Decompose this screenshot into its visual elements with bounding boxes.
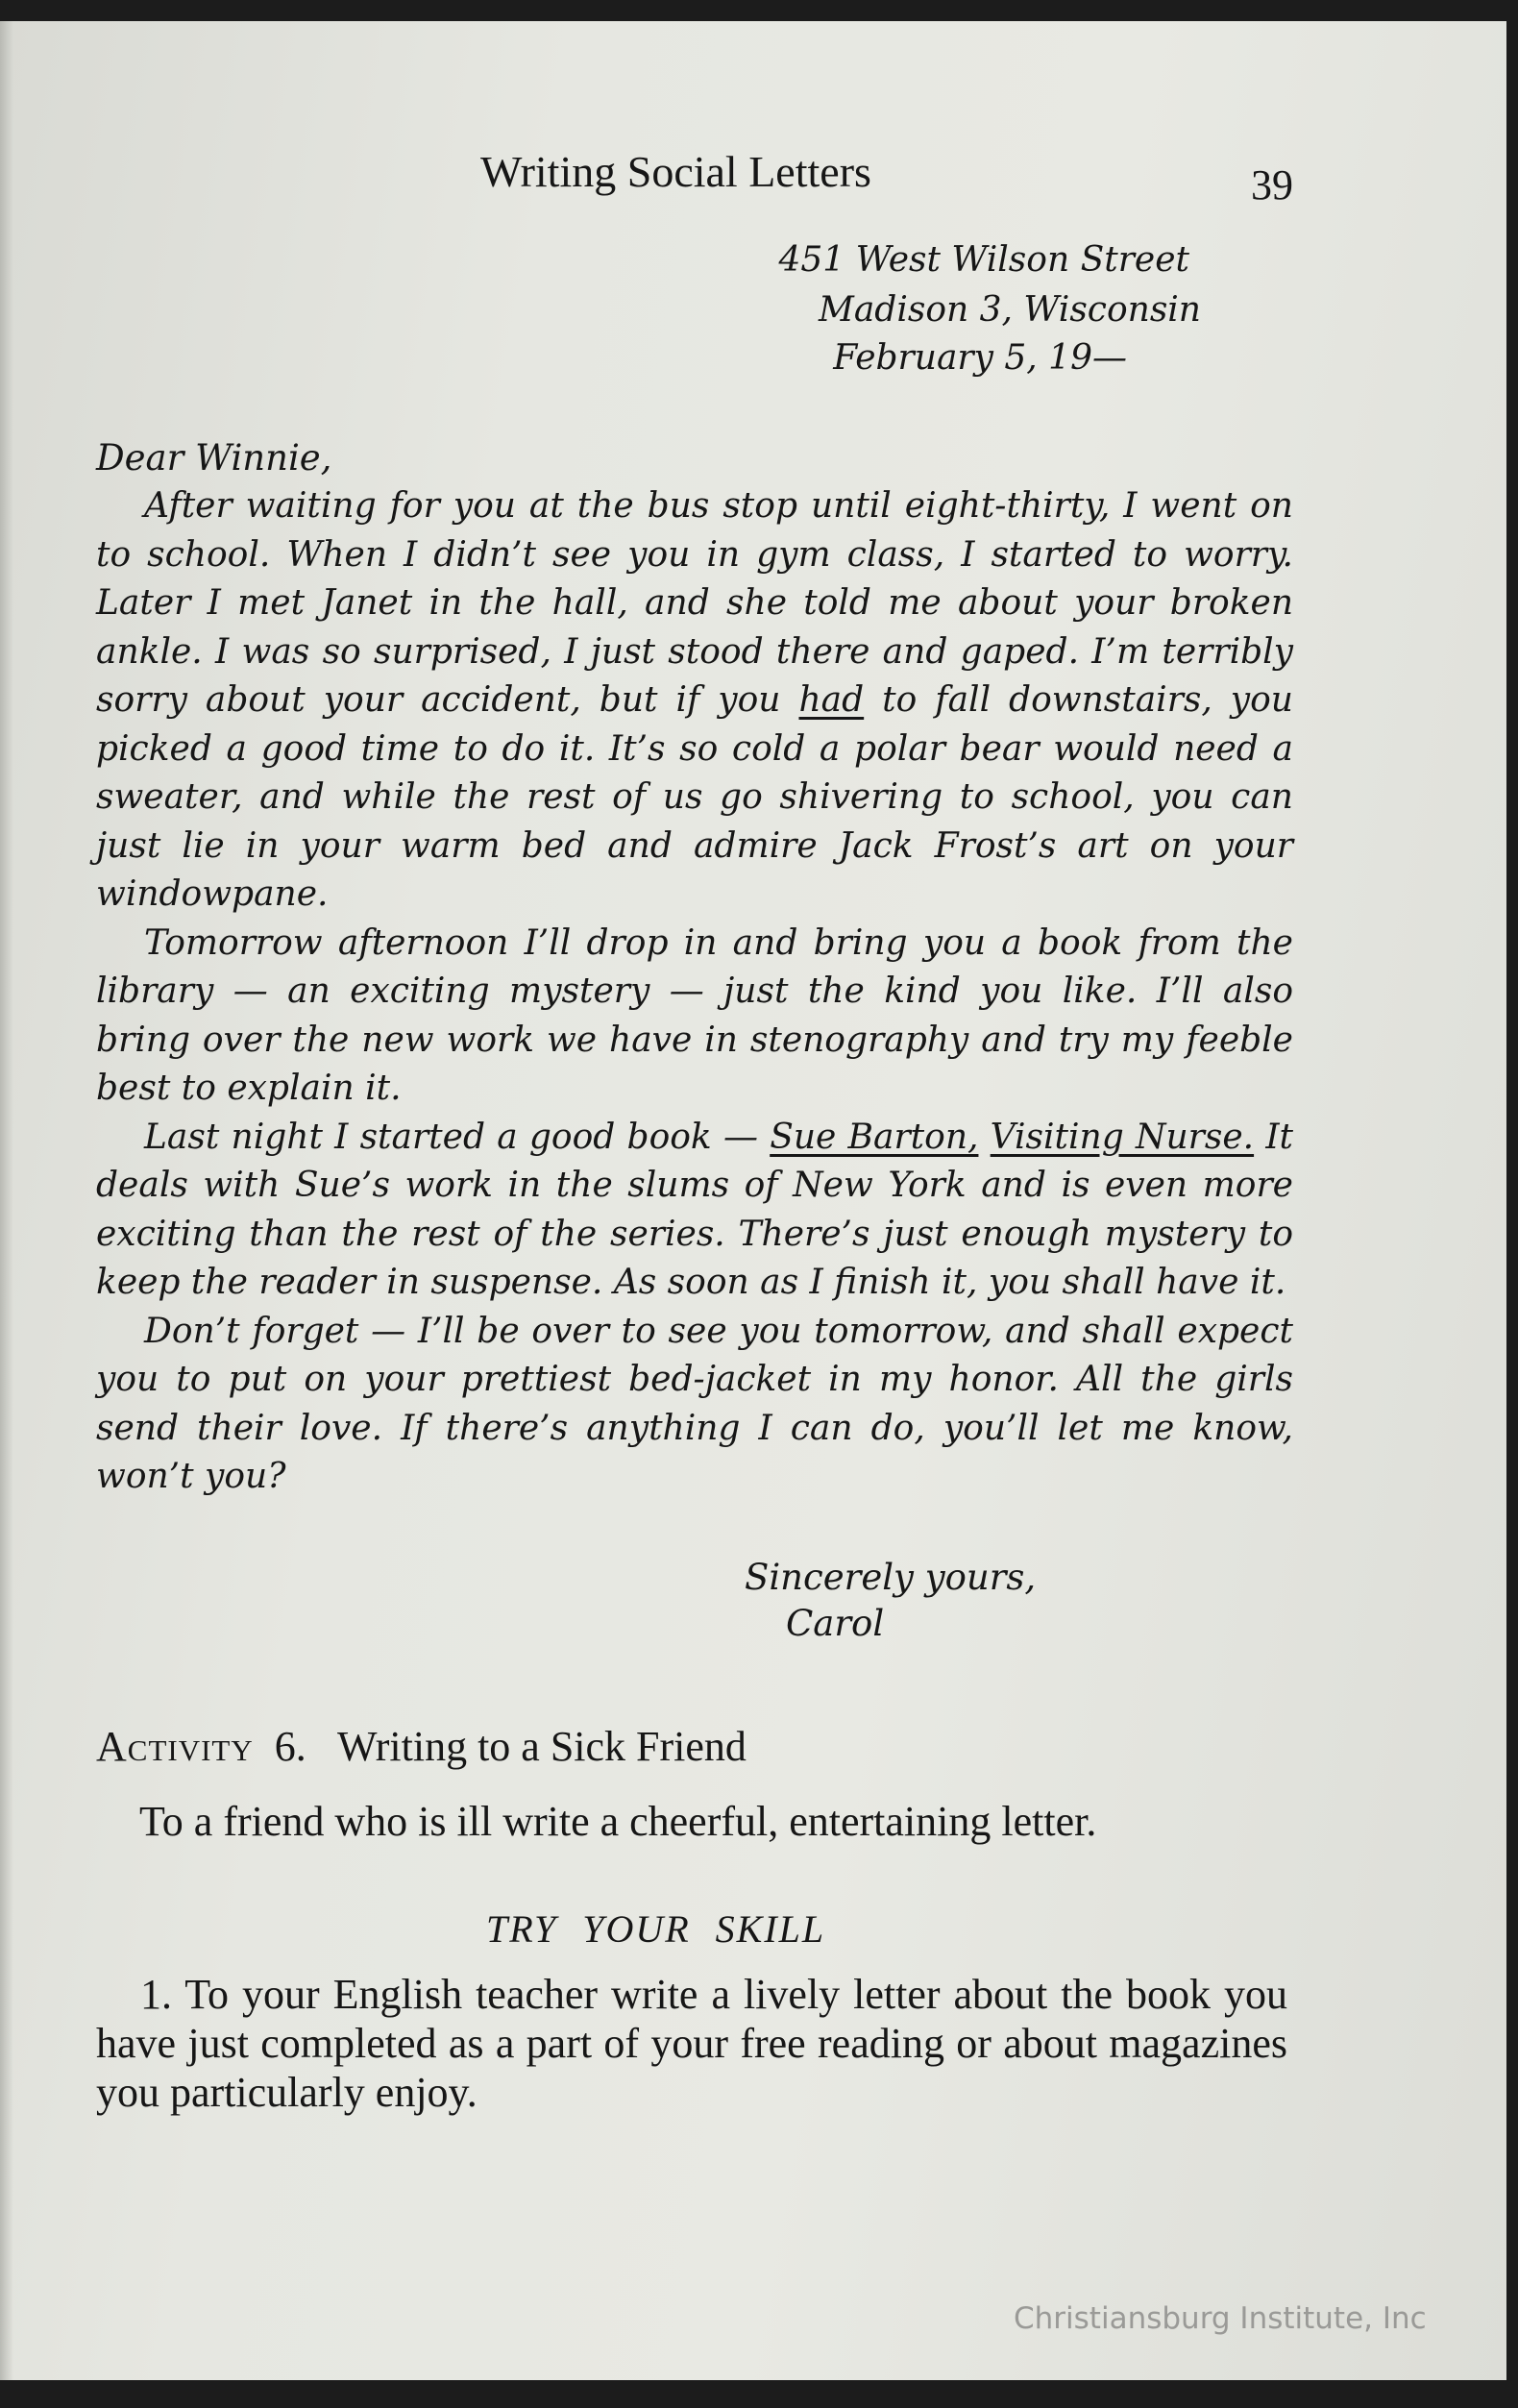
letter-address-street: 451 West Wilson Street <box>778 240 1189 280</box>
book-title-part-1: Sue Barton, <box>770 1117 979 1157</box>
letter-address-city: Madison 3, Wisconsin <box>818 290 1201 330</box>
paragraph-1-text-end: to fall downstairs, you picked a good time to do it. It’s so cold a polar bear would need a sweater, and while the rest of us go shivering to school, you can just lie in your warm bed and admire Jack Frost’s art on your windowpane. <box>96 680 1293 914</box>
book-page <box>0 21 1506 2380</box>
letter-paragraph-1 <box>96 482 1293 920</box>
paragraph-3-text-end: It deals with Sue’s work in the slums of New York and is even more exciting than the rest of the series. There’s just enough mystery to keep the reader in suspense. As soon as I finish it, you shall have it. <box>96 1117 1293 1302</box>
letter-salutation: Dear Winnie, <box>96 437 332 479</box>
letter-date: February 5, 19— <box>833 338 1127 378</box>
activity-title: Writing to a Sick Friend <box>336 1723 747 1770</box>
paragraph-3-text: Last night I started a good book — <box>144 1117 758 1157</box>
exercise-item-1: 1. To your English teacher write a lively letter about the book you have just completed as a part of your free reading or about magazines you particularly enjoy. <box>96 1971 1287 2116</box>
activity-heading <box>96 1722 747 1771</box>
emphasized-word: had <box>798 680 865 720</box>
book-title-part-2: Visiting Nurse. <box>990 1117 1255 1157</box>
try-your-skill-heading: TRY YOUR SKILL <box>486 1907 826 1951</box>
exercise-list <box>96 1970 1287 2117</box>
activity-number: 6. <box>274 1723 306 1770</box>
letter-paragraph-3 <box>96 1114 1293 1308</box>
letter-paragraph-2: Tomorrow afternoon I’ll drop in and bring you a book from the library — an exciting mystery — just the kind you like. I’ll also bring over the new work we have in stenography and try my feeble best to explain it. <box>96 922 1293 1108</box>
watermark: Christiansburg Institute, Inc <box>1014 2301 1427 2336</box>
letter-paragraph-4: Don’t forget — I’ll be over to see you tomorrow, and shall expect you to put on your prettiest bed-jacket in my honor. All the girls send their love. If there’s anything I can do, you’ll let me know, won’t you? <box>96 1311 1293 1496</box>
running-head: Writing Social Letters <box>480 147 871 196</box>
letter-body <box>96 482 1293 1502</box>
page-edge-shadow <box>0 21 13 2380</box>
letter-signature: Carol <box>786 1603 885 1644</box>
letter-closing: Sincerely yours, <box>745 1557 1037 1598</box>
page-number: 39 <box>1251 161 1293 209</box>
paragraph-1-text: After waiting for you at the bus stop until eight-thirty, I went on to school. When I didn’t see you in gym class, I started to worry. Later I met Janet in the hall, and she told me about your broken ankle. I was so surprised, I just stood there and gaped. I’m terribly sorry about your accident, but if you <box>96 486 1293 720</box>
activity-instruction: To a friend who is ill write a cheerful, entertaining letter. <box>139 1798 1097 1845</box>
activity-label: Activity <box>96 1723 254 1770</box>
